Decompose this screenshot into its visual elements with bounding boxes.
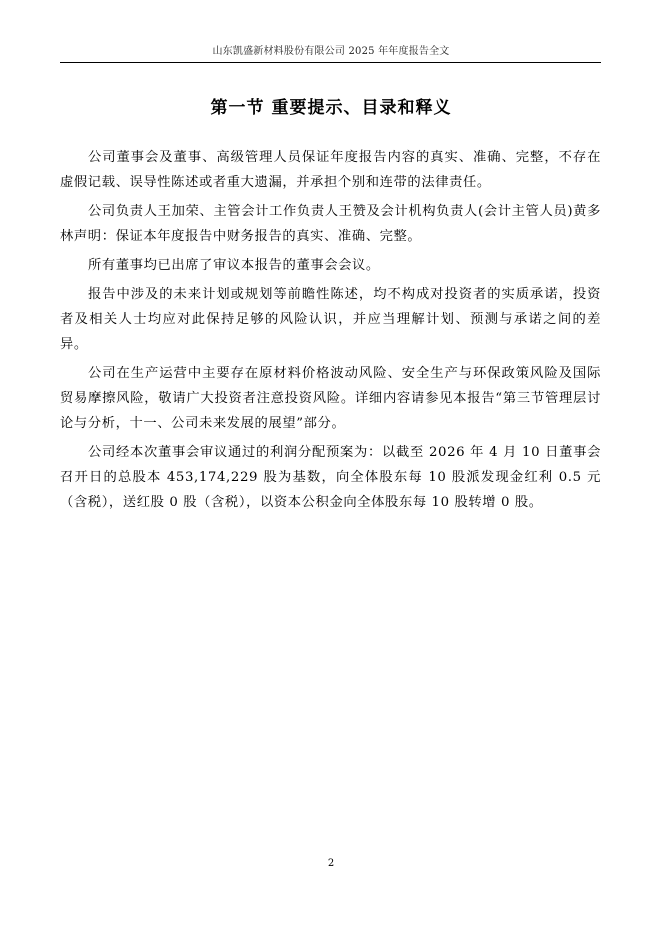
page-header: 山东凯盛新材料股份有限公司 2025 年年度报告全文: [212, 46, 450, 57]
body-text: [60, 145, 601, 519]
header-divider: [60, 62, 601, 63]
page-number: 2: [327, 858, 335, 869]
paragraph-risks: 公司在生产运营中主要存在原材料价格波动风险、安全生产与环保政策风险及国际贸易摩擦风险，敬请广大投资者注意投资风险。详细内容请参见本报告“第三节管理层讨论与分析，十一、公司未来发展的展望”部分。: [60, 366, 601, 431]
paragraph-responsible-persons: 公司负责人王加荣、主管会计工作负责人王赞及会计机构负责人(会计主管人员)黄多林声明：保证本年度报告中财务报告的真实、准确、完整。: [60, 204, 601, 244]
paragraph-directors-attendance: 所有董事均已出席了审议本报告的董事会会议。: [88, 258, 380, 273]
paragraph-forward-looking: 报告中涉及的未来计划或规划等前瞻性陈述，均不构成对投资者的实质承诺，投资者及相关人士均应对此保持足够的风险认识，并应当理解计划、预测与承诺之间的差异。: [60, 287, 601, 352]
paragraph-board-guarantee: 公司董事会及董事、高级管理人员保证年度报告内容的真实、准确、完整，不存在虚假记载、误导性陈述或者重大遗漏，并承担个别和连带的法律责任。: [60, 150, 601, 190]
paragraph-profit-distribution: 公司经本次董事会审议通过的利润分配预案为：以截至 2026 年 4 月 10 日董事会召开日的总股本 453,174,229 股为基数，向全体股东每 10 股派发现金红利 0.5 元（含税），送红股 0 股（含税），以资本公积金向全体股东每 10 股转增 0 股。: [60, 445, 601, 510]
section-title: 第一节 重要提示、目录和释义: [210, 98, 452, 118]
